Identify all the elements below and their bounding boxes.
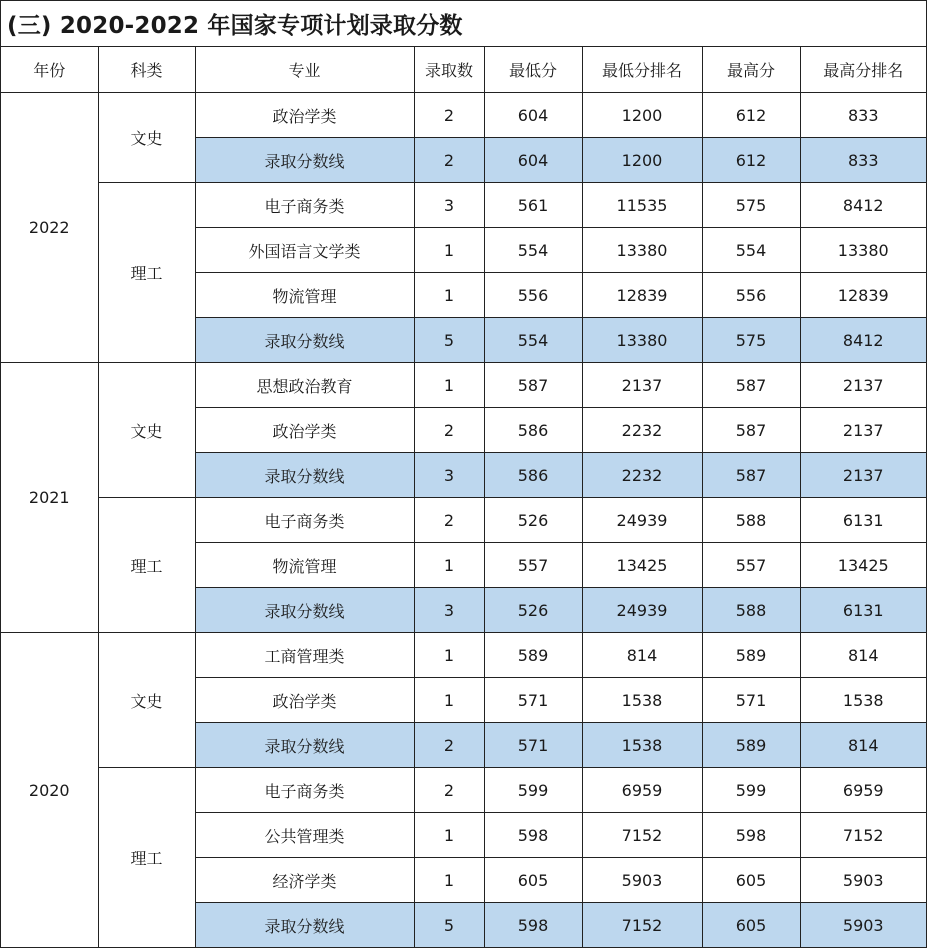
category-cell: 理工 — [98, 768, 195, 948]
header-year: 年份 — [1, 47, 98, 93]
min-score-cell: 599 — [484, 768, 582, 813]
major-cell: 经济学类 — [195, 858, 414, 903]
major-cell: 物流管理 — [195, 273, 414, 318]
header-max-score: 最高分 — [702, 47, 800, 93]
admitted-count-cell: 2 — [414, 408, 484, 453]
min-score-cell: 554 — [484, 228, 582, 273]
min-score-rank-cell: 1200 — [582, 93, 702, 138]
admitted-count-cell: 5 — [414, 318, 484, 363]
max-score-cell: 571 — [702, 678, 800, 723]
header-min-score-rank: 最低分排名 — [582, 47, 702, 93]
max-score-cell: 588 — [702, 588, 800, 633]
major-cell: 录取分数线 — [195, 138, 414, 183]
major-cell: 电子商务类 — [195, 183, 414, 228]
header-admitted-count: 录取数 — [414, 47, 484, 93]
admitted-count-cell: 5 — [414, 903, 484, 948]
admitted-count-cell: 1 — [414, 678, 484, 723]
max-score-cell: 599 — [702, 768, 800, 813]
min-score-rank-cell: 24939 — [582, 498, 702, 543]
max-score-rank-cell: 814 — [800, 723, 926, 768]
admitted-count-cell: 2 — [414, 723, 484, 768]
min-score-cell: 526 — [484, 588, 582, 633]
header-min-score: 最低分 — [484, 47, 582, 93]
min-score-rank-cell: 1538 — [582, 678, 702, 723]
table-row — [1, 363, 926, 408]
max-score-cell: 575 — [702, 183, 800, 228]
major-cell: 公共管理类 — [195, 813, 414, 858]
max-score-rank-cell: 2137 — [800, 408, 926, 453]
max-score-cell: 612 — [702, 93, 800, 138]
max-score-rank-cell: 2137 — [800, 453, 926, 498]
min-score-rank-cell: 12839 — [582, 273, 702, 318]
admitted-count-cell: 1 — [414, 228, 484, 273]
max-score-cell: 605 — [702, 858, 800, 903]
max-score-rank-cell: 6131 — [800, 588, 926, 633]
major-cell: 录取分数线 — [195, 903, 414, 948]
max-score-cell: 588 — [702, 498, 800, 543]
min-score-rank-cell: 5903 — [582, 858, 702, 903]
max-score-rank-cell: 12839 — [800, 273, 926, 318]
table-row — [1, 768, 926, 813]
max-score-cell: 557 — [702, 543, 800, 588]
max-score-rank-cell: 6959 — [800, 768, 926, 813]
max-score-rank-cell: 7152 — [800, 813, 926, 858]
admitted-count-cell: 1 — [414, 858, 484, 903]
major-cell: 电子商务类 — [195, 498, 414, 543]
min-score-cell: 586 — [484, 453, 582, 498]
min-score-rank-cell: 24939 — [582, 588, 702, 633]
min-score-cell: 598 — [484, 813, 582, 858]
table-body — [1, 93, 926, 948]
max-score-rank-cell: 13380 — [800, 228, 926, 273]
max-score-cell: 587 — [702, 453, 800, 498]
min-score-rank-cell: 814 — [582, 633, 702, 678]
year-cell: 2021 — [1, 363, 98, 633]
min-score-cell: 561 — [484, 183, 582, 228]
table-row — [1, 183, 926, 228]
admitted-count-cell: 1 — [414, 543, 484, 588]
major-cell: 录取分数线 — [195, 453, 414, 498]
category-cell: 文史 — [98, 633, 195, 768]
min-score-cell: 571 — [484, 678, 582, 723]
header-category: 科类 — [98, 47, 195, 93]
major-cell: 政治学类 — [195, 678, 414, 723]
min-score-cell: 586 — [484, 408, 582, 453]
max-score-cell: 587 — [702, 363, 800, 408]
max-score-rank-cell: 13425 — [800, 543, 926, 588]
min-score-cell: 557 — [484, 543, 582, 588]
max-score-rank-cell: 814 — [800, 633, 926, 678]
max-score-rank-cell: 5903 — [800, 858, 926, 903]
max-score-rank-cell: 6131 — [800, 498, 926, 543]
max-score-cell: 554 — [702, 228, 800, 273]
admitted-count-cell: 1 — [414, 813, 484, 858]
major-cell: 电子商务类 — [195, 768, 414, 813]
major-cell: 物流管理 — [195, 543, 414, 588]
document-title-row — [1, 1, 926, 47]
major-cell: 录取分数线 — [195, 318, 414, 363]
max-score-rank-cell: 8412 — [800, 183, 926, 228]
min-score-rank-cell: 13425 — [582, 543, 702, 588]
max-score-cell: 556 — [702, 273, 800, 318]
major-cell: 外国语言文学类 — [195, 228, 414, 273]
max-score-cell: 589 — [702, 723, 800, 768]
min-score-cell: 589 — [484, 633, 582, 678]
min-score-rank-cell: 13380 — [582, 318, 702, 363]
admitted-count-cell: 3 — [414, 588, 484, 633]
max-score-rank-cell: 2137 — [800, 363, 926, 408]
min-score-rank-cell: 2232 — [582, 453, 702, 498]
min-score-rank-cell: 1200 — [582, 138, 702, 183]
min-score-rank-cell: 7152 — [582, 813, 702, 858]
admitted-count-cell: 2 — [414, 93, 484, 138]
major-cell: 政治学类 — [195, 408, 414, 453]
max-score-cell: 589 — [702, 633, 800, 678]
major-cell: 工商管理类 — [195, 633, 414, 678]
header-row — [1, 47, 926, 93]
max-score-rank-cell: 833 — [800, 138, 926, 183]
max-score-rank-cell: 1538 — [800, 678, 926, 723]
min-score-cell: 587 — [484, 363, 582, 408]
admitted-count-cell: 1 — [414, 273, 484, 318]
table-row — [1, 633, 926, 678]
table-row — [1, 93, 926, 138]
category-cell: 理工 — [98, 498, 195, 633]
max-score-rank-cell: 5903 — [800, 903, 926, 948]
min-score-rank-cell: 6959 — [582, 768, 702, 813]
major-cell: 思想政治教育 — [195, 363, 414, 408]
min-score-cell: 554 — [484, 318, 582, 363]
admitted-count-cell: 3 — [414, 453, 484, 498]
admitted-count-cell: 2 — [414, 768, 484, 813]
admitted-count-cell: 3 — [414, 183, 484, 228]
category-cell: 文史 — [98, 93, 195, 183]
max-score-rank-cell: 8412 — [800, 318, 926, 363]
header-max-score-rank: 最高分排名 — [800, 47, 926, 93]
min-score-cell: 604 — [484, 138, 582, 183]
major-cell: 政治学类 — [195, 93, 414, 138]
max-score-cell: 575 — [702, 318, 800, 363]
max-score-cell: 612 — [702, 138, 800, 183]
min-score-cell: 598 — [484, 903, 582, 948]
min-score-cell: 556 — [484, 273, 582, 318]
admission-score-table — [1, 47, 926, 948]
min-score-rank-cell: 1538 — [582, 723, 702, 768]
min-score-cell: 526 — [484, 498, 582, 543]
min-score-cell: 604 — [484, 93, 582, 138]
major-cell: 录取分数线 — [195, 588, 414, 633]
min-score-rank-cell: 2232 — [582, 408, 702, 453]
min-score-rank-cell: 7152 — [582, 903, 702, 948]
table-row — [1, 498, 926, 543]
max-score-rank-cell: 833 — [800, 93, 926, 138]
min-score-rank-cell: 2137 — [582, 363, 702, 408]
max-score-cell: 598 — [702, 813, 800, 858]
min-score-rank-cell: 11535 — [582, 183, 702, 228]
min-score-cell: 605 — [484, 858, 582, 903]
header-major: 专业 — [195, 47, 414, 93]
admitted-count-cell: 1 — [414, 363, 484, 408]
year-cell: 2020 — [1, 633, 98, 948]
admitted-count-cell: 2 — [414, 498, 484, 543]
year-cell: 2022 — [1, 93, 98, 363]
max-score-cell: 587 — [702, 408, 800, 453]
min-score-rank-cell: 13380 — [582, 228, 702, 273]
admitted-count-cell: 1 — [414, 633, 484, 678]
document-title: (三) 2020-2022 年国家专项计划录取分数 — [7, 13, 463, 39]
admitted-count-cell: 2 — [414, 138, 484, 183]
max-score-cell: 605 — [702, 903, 800, 948]
major-cell: 录取分数线 — [195, 723, 414, 768]
category-cell: 文史 — [98, 363, 195, 498]
category-cell: 理工 — [98, 183, 195, 363]
min-score-cell: 571 — [484, 723, 582, 768]
